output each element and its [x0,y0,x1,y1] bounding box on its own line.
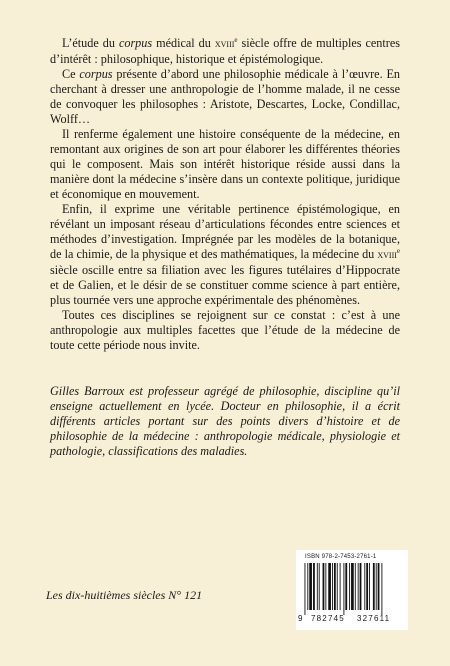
summary-paragraph-2 [50,67,400,127]
barcode-bar [360,563,362,610]
barcode-bar [307,563,308,610]
barcode-digit-first: 9 [298,614,303,623]
barcode-bar [323,563,325,610]
barcode-bar [313,563,315,610]
text: L’étude du [62,36,119,50]
text: Ce [62,67,80,81]
ordinal-suffix: e [234,35,238,44]
barcode-bar [366,563,368,610]
barcode-digits-left: 782745 [311,614,345,623]
summary-paragraph-1 [50,36,400,67]
barcode-bar [309,563,312,610]
barcode-bar [355,563,356,610]
series-title: Les dix-huitièmes siècles N° 121 [46,588,203,602]
text: siècle oscille entre sa filiation avec les figures tutélaires d’Hippocrate et de Galien, et le désir de se constituer comme science à part entière, plus tournée vers une approche expérimentale des phénomènes. [50,263,400,307]
barcode-bar [349,563,350,610]
barcode-bar [358,563,359,610]
text: Enfin, il exprime une véritable pertinence épistémologique, en révélant un imposant réseau d’articulations fécondes entre sciences et méthodes d’investigation. Imprégnée par les modèles de la botanique, de la chimie, de la physique et des mathématiques, la médecine du [50,202,400,261]
barcode-bar [345,563,347,610]
barcode-bar [364,563,365,610]
text: présente d’abord une philosophie médicale à l’œuvre. En cherchant à dresser une anthropologie de l’homme malade, il ne cesse de convoquer les philosophes : Aristote, Descartes, Locke, Condillac, Wolff… [50,67,400,126]
barcode-bar [337,563,338,610]
barcode-bar [334,563,336,610]
text: médical du [152,36,215,50]
text: siècle offre de multiples centres d’intérêt : philosophique, historique et épistémologique. [50,36,400,66]
summary-paragraph-5: Toutes ces disciplines se rejoignent sur ce constat : c’est à une anthropologie aux multiples facettes que l’étude de la médecine de toute cette période nous invite. [50,308,400,352]
text: corpus [79,67,113,81]
text: corpus [118,36,153,50]
barcode-bar [328,563,331,610]
barcode-bar [340,563,341,610]
barcode [296,550,408,630]
barcode-bar [351,563,354,610]
barcode-bar [317,563,318,610]
barcode-bars [304,563,401,615]
isbn-label: ISBN 978-2-7453-2761-1 [305,554,377,560]
barcode-digits-right: 327611 [357,614,391,623]
barcode-bar [373,563,375,610]
barcode-bar [369,563,370,610]
summary-paragraph-3: Il renferme également une histoire conséquente de la médecine, en remontant aux origines de son art pour élaborer les différentes théories qui le composent. Mais son intérêt historique réside aussi dans la manière dont la médecine s’insère dans un contexte politique, juridique et économique en mouvement. [50,127,400,201]
barcode-bar [378,563,380,610]
barcode-bar [381,563,382,615]
author-note: Gilles Barroux est professeur agrégé de philosophie, discipline qu’il enseigne actuellement en lycée. Docteur en philosophie, il a écrit différents articles portant sur des points divers d’histoire et de philosophie de la médecine : anthropologie médicale, physiologie et pathologie, classifications des maladies. [50,384,400,458]
barcode-bar [343,563,344,615]
century-numeral: xviii [214,38,235,50]
ordinal-suffix: e [396,246,400,255]
summary-paragraph-4 [50,202,400,308]
barcode-bar [376,563,377,610]
barcode-bar [332,563,333,610]
book-summary [50,36,400,353]
barcode-bar [305,563,306,615]
century-numeral: xviii [377,249,397,261]
barcode-bar [325,563,326,610]
barcode-bar [319,563,320,610]
author-biography [50,384,400,459]
